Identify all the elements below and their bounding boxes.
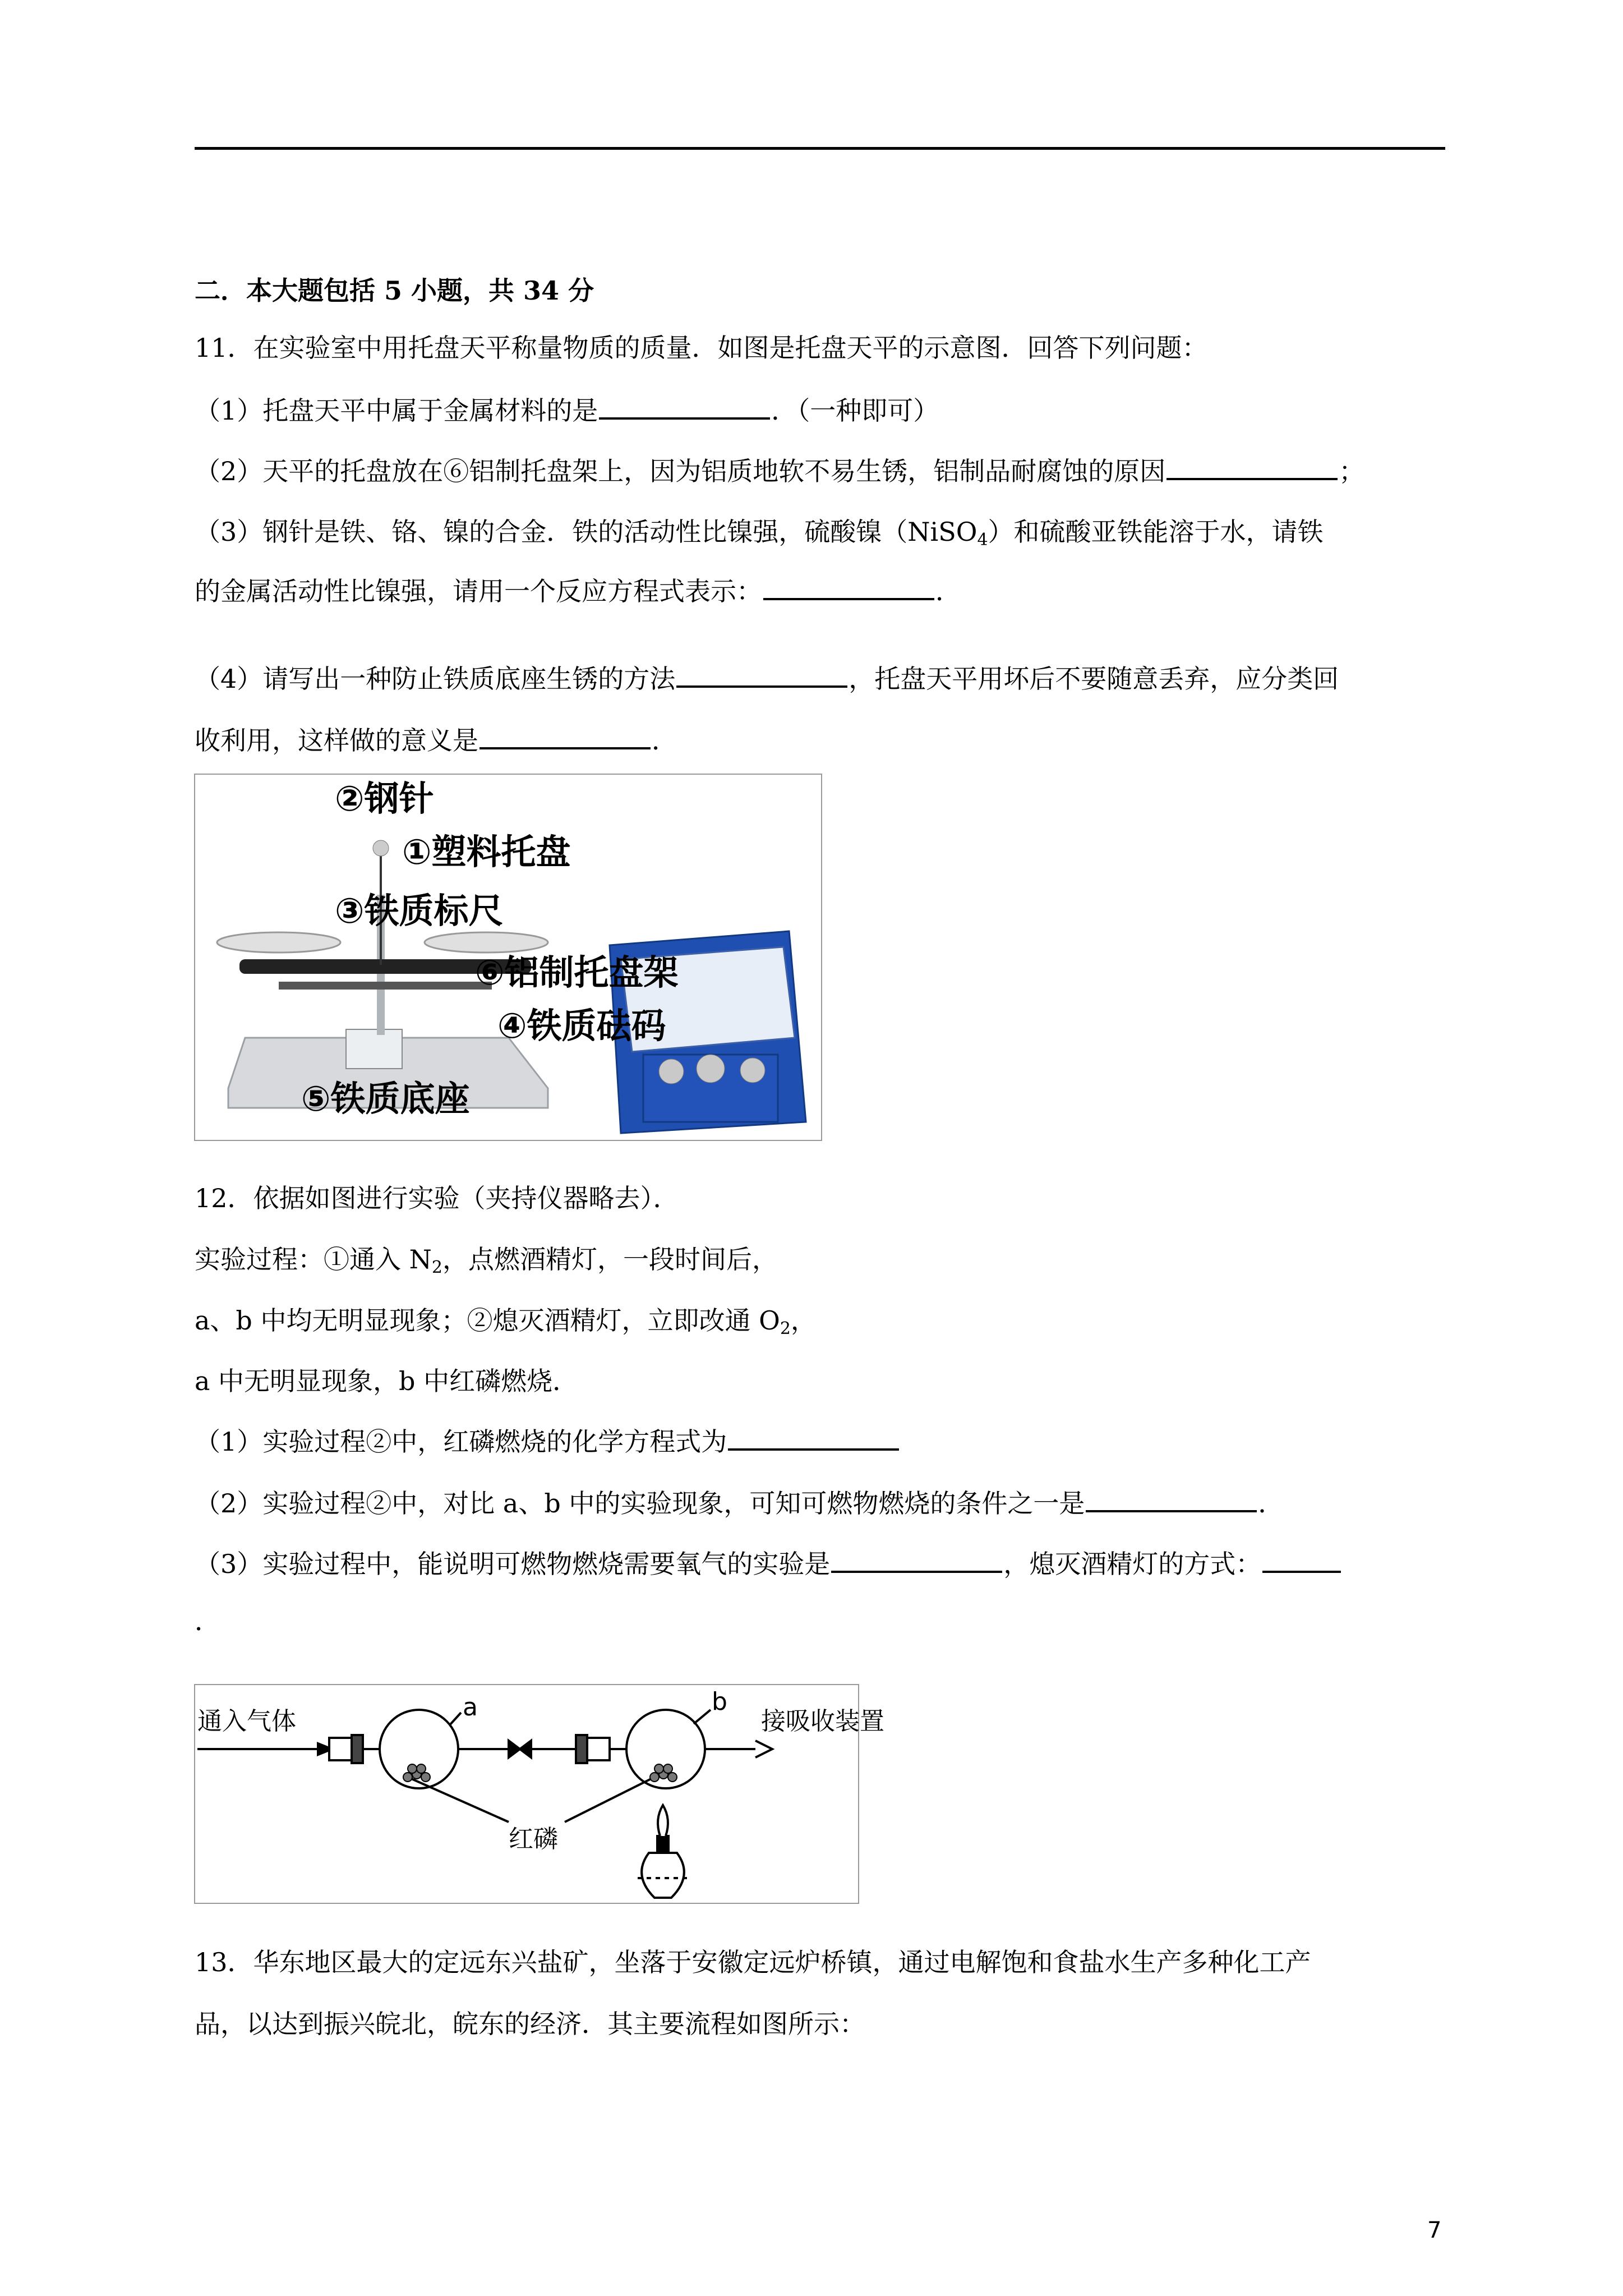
q12-process-2: a、b 中均无明显现象；②熄灭酒精灯，立即改通 $O_2$， [195,1305,817,1338]
balance-figure [195,774,822,1140]
answer-blank[interactable] [728,1425,899,1451]
q13-line1: 13．华东地区最大的定远东兴盐矿，坐落于安徽定远炉桥镇，通过电解饱和食盐水生产多种化工产 [195,1947,1311,1977]
q11-part4: （4）请写出一种防止铁质底座生锈的方法 ，托盘天平用坏后不要随意丢弃，应分类回 [195,662,1339,696]
answer-blank[interactable] [831,1547,1002,1573]
label-bulb-a: a [463,1693,478,1722]
label-iron-scale: ③铁质标尺 [335,890,504,931]
q11-part3: （3）钢针是铁、铬、镍的合金．铁的活动性比镍强，硫酸镍（NiSO$_4$）和硫酸亚铁能溶于水，请铁 [195,517,1324,550]
answer-blank[interactable] [599,394,770,420]
q12-part2: （2）实验过程②中，对比 a、b 中的实验现象，可知可燃物燃烧的条件之一是 ． [195,1487,1284,1520]
answer-blank[interactable] [479,724,651,749]
answer-blank[interactable] [1262,1547,1341,1573]
q12-part3-end: ． [195,1606,220,1636]
section-title: 二．本大题包括 5 小题，共 34 分 [195,275,594,306]
label-gas-inlet: 通入气体 [197,1707,296,1736]
q11-stem: 11．在实验室中用托盘天平称量物质的质量．如图是托盘天平的示意图．回答下列问题： [195,333,1208,363]
q12-process-3: a 中无明显现象，b 中红磷燃烧． [195,1366,579,1396]
label-steel-needle: ②钢针 [335,778,434,819]
answer-blank[interactable] [1166,454,1338,480]
q12-part3: （3）实验过程中，能说明可燃物燃烧需要氧气的实验是 ，熄灭酒精灯的方式： [195,1547,1342,1581]
label-iron-weights: ④铁质砝码 [497,1005,666,1046]
answer-blank[interactable] [1086,1487,1257,1512]
q12-stem: 12．依据如图进行实验（夹持仪器略去）． [195,1183,679,1213]
label-absorber: 接吸收装置 [761,1707,884,1736]
label-red-phosphorus: 红磷 [509,1825,558,1853]
label-iron-base: ⑤铁质底座 [301,1078,470,1119]
answer-blank[interactable] [763,574,934,600]
q11-part2: （2）天平的托盘放在⑥铝制托盘架上，因为铝质地软不易生锈，铝制品耐腐蚀的原因 ； [195,454,1364,488]
answer-blank[interactable] [676,662,847,688]
apparatus-figure [195,1685,884,1903]
q12-process-1: 实验过程：①通入 $N_2$，点燃酒精灯，一段时间后， [195,1244,778,1277]
label-aluminum-pan-holder: ⑥铝制托盘架 [475,952,679,993]
q12-part1: （1）实验过程②中，红磷燃烧的化学方程式为 [195,1425,900,1458]
page-number: 7 [1427,2217,1442,2243]
header-rule [195,147,1445,150]
q13-line2: 品，以达到振兴皖北，皖东的经济．其主要流程如图所示： [195,2009,865,2039]
q11-part1: （1）托盘天平中属于金属材料的是 ．（一种即可） [195,394,939,427]
q11-part3-cont: 的金属活动性比镍强，请用一个反应方程式表示： ． [195,574,961,608]
label-plastic-pan: ①塑料托盘 [402,831,571,872]
label-bulb-b: b [712,1687,727,1716]
q11-part4-cont: 收利用，这样做的意义是 ． [195,724,677,757]
